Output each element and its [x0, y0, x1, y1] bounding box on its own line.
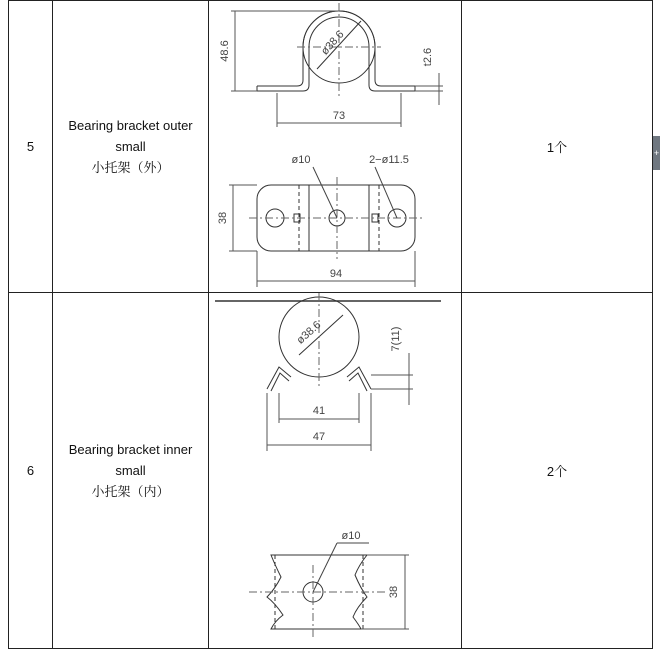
dim-diameter: ø38.6	[294, 318, 324, 347]
dim-inner-width: 41	[312, 405, 326, 417]
dim-plate-width: 94	[329, 268, 343, 280]
dim-plate-height: 38	[388, 585, 400, 599]
dim-outer-width: 47	[312, 431, 326, 443]
row-number: 5	[9, 1, 53, 293]
row-number: 6	[9, 293, 53, 649]
drawing-cell	[209, 293, 462, 649]
dim-height: 48.6	[219, 40, 231, 62]
dim-width: 73	[332, 110, 346, 122]
quantity: 1个	[462, 1, 653, 293]
part-description	[53, 293, 209, 649]
table-row	[9, 293, 653, 649]
desc-en-line1: Bearing bracket outer	[68, 118, 193, 133]
desc-cn: 小托架（内）	[91, 484, 170, 499]
dim-hole: ø10	[291, 154, 311, 166]
quantity: 2个	[462, 293, 653, 649]
dim-thickness: t2.6	[422, 47, 434, 67]
bracket-inner-outline	[257, 17, 415, 91]
inner-bracket-drawing	[209, 293, 461, 648]
bracket-leg-right	[347, 367, 371, 389]
desc-cn: 小托架（外）	[91, 160, 170, 175]
dim-plate-height: 38	[217, 211, 229, 225]
desc-en-line2: small	[115, 463, 146, 478]
parts-table	[8, 0, 653, 649]
drawing-cell	[209, 1, 462, 293]
dim-offset: 7(11)	[390, 326, 402, 352]
desc-en-line2: small	[115, 139, 146, 154]
desc-en-line1: Bearing bracket inner	[68, 442, 193, 457]
dim-holes2: 2−ø11.5	[369, 154, 409, 166]
dim-hole: ø10	[341, 530, 361, 542]
table-row	[9, 1, 653, 293]
outer-bracket-drawing	[209, 1, 461, 292]
side-scroll-tab[interactable]: +	[653, 136, 660, 170]
dim-diameter: ø38.6	[318, 28, 347, 58]
bracket-leg-left	[267, 367, 291, 389]
part-description	[53, 1, 209, 293]
